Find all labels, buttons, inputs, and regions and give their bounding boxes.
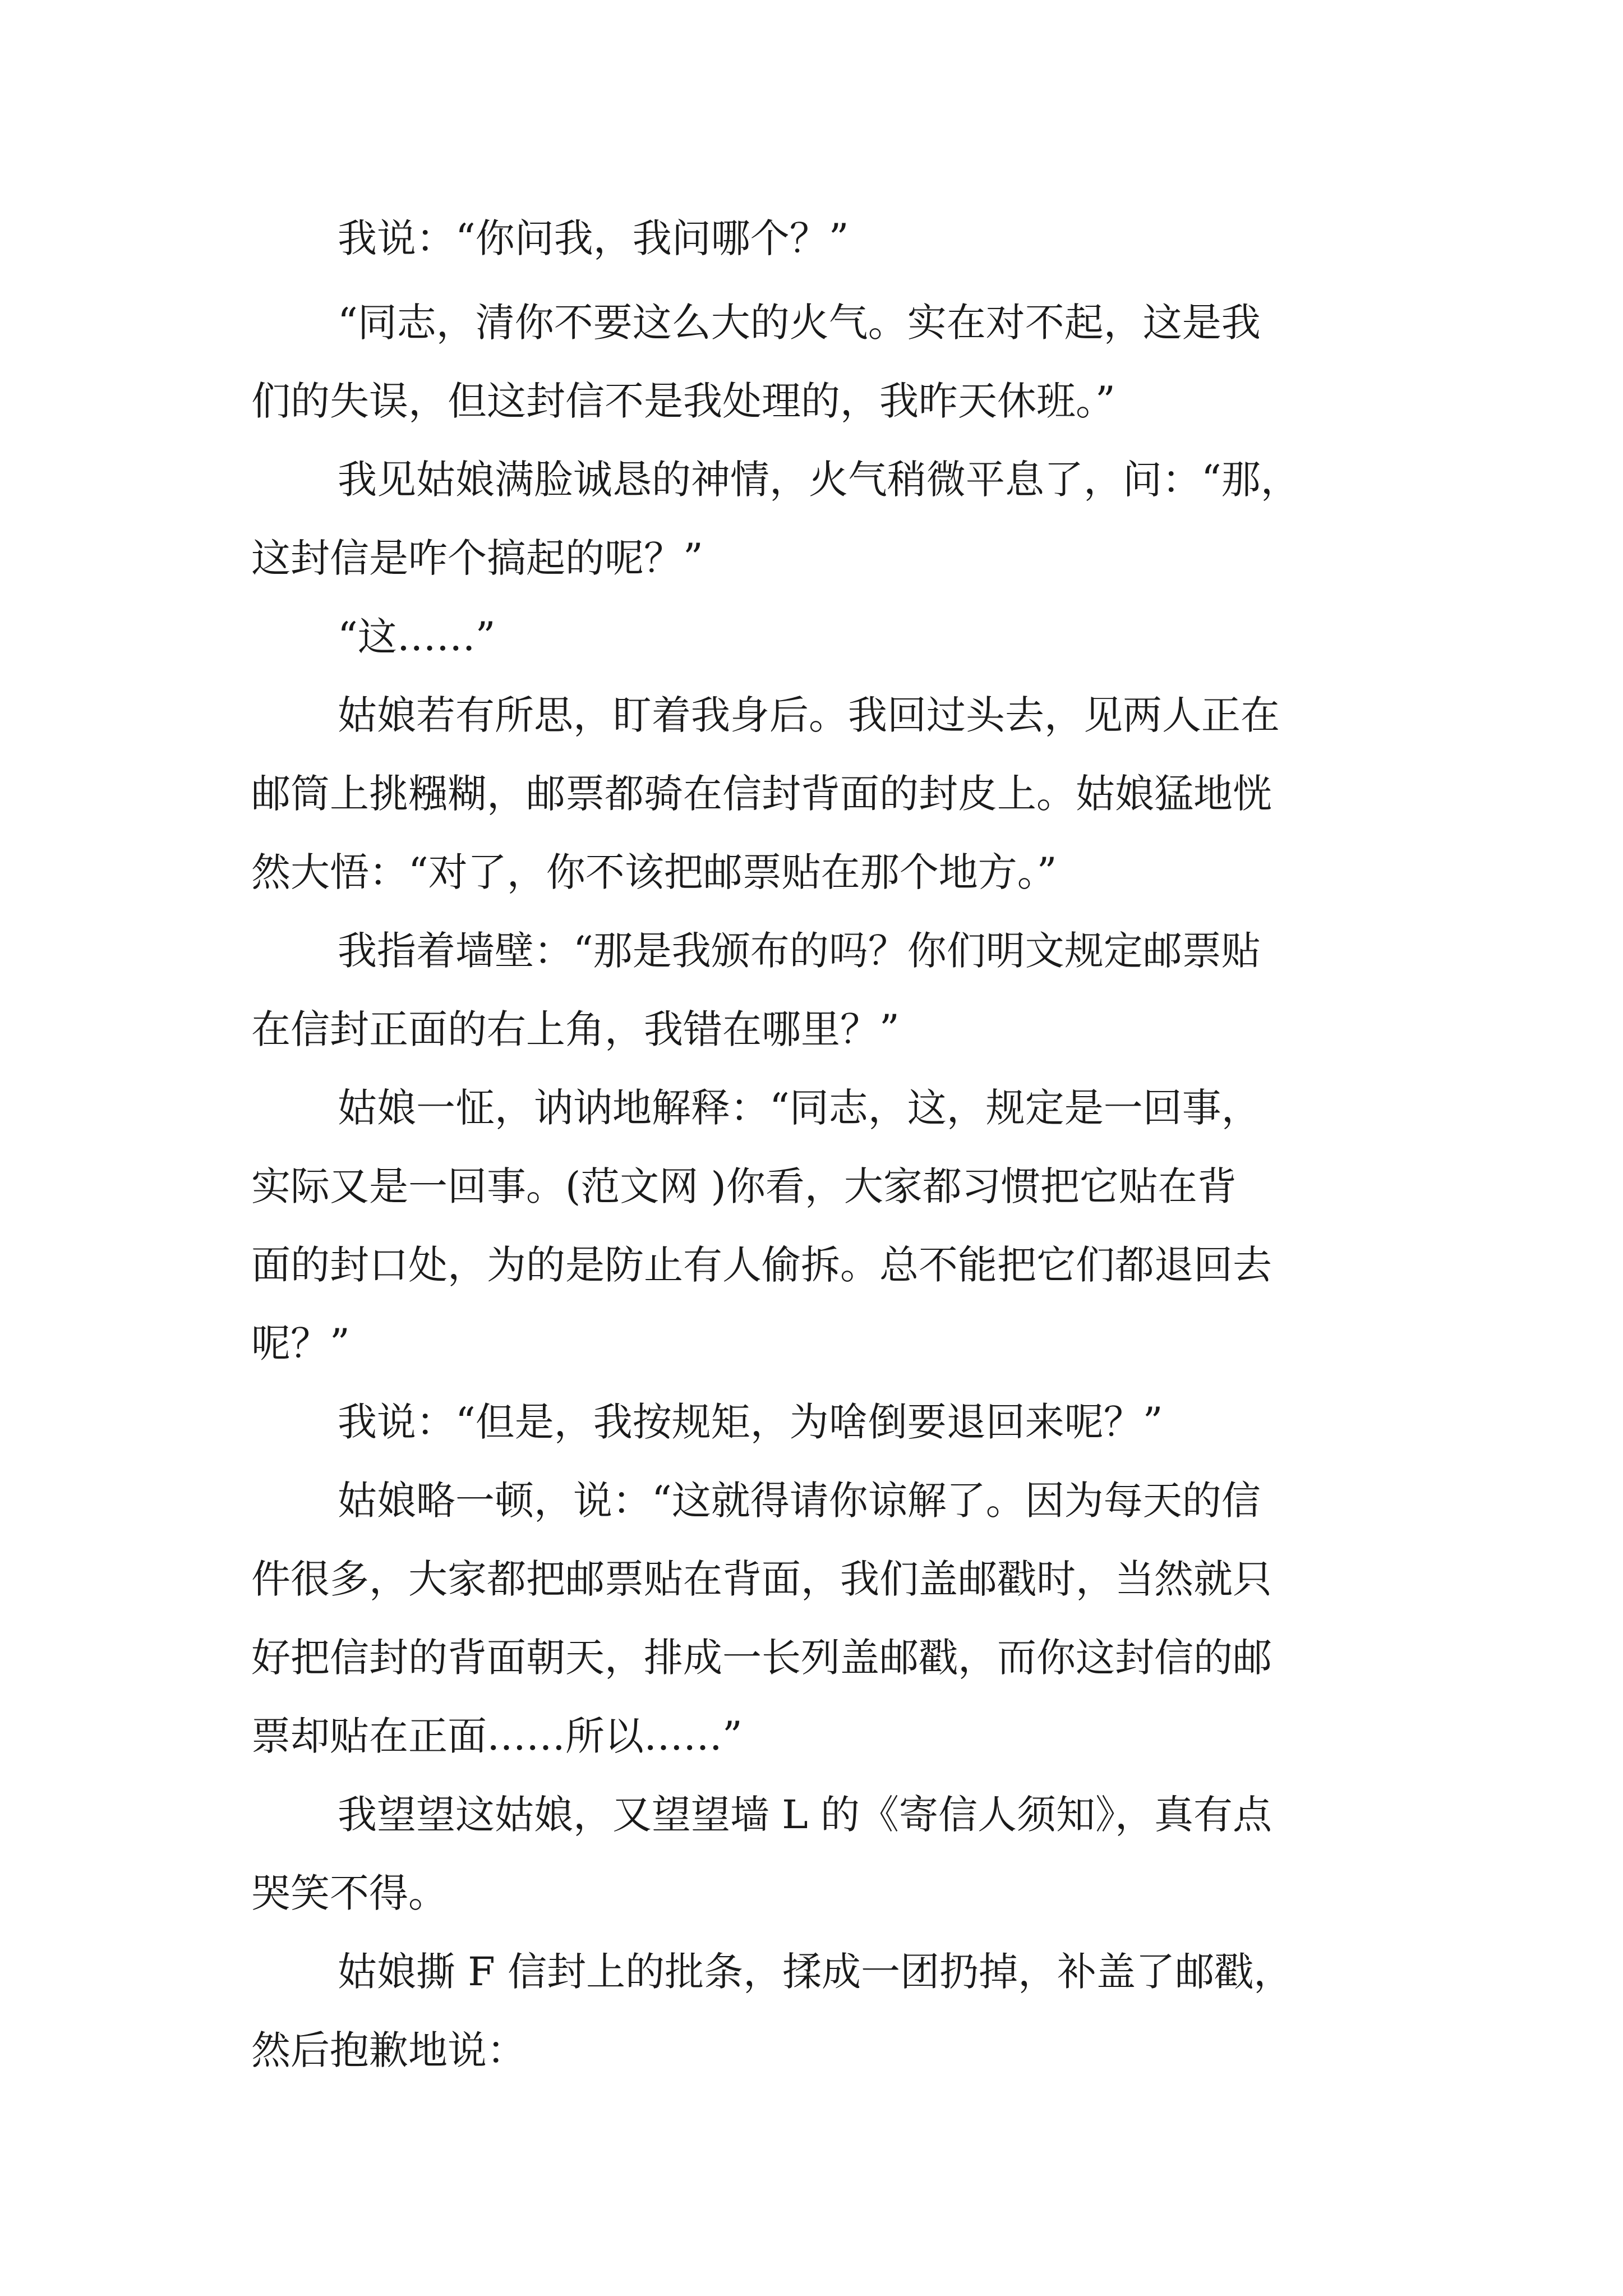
text-line: 姑娘撕 F 信封上的批条，揉成一团扔掉，补盖了邮戳， [338,1949,1293,1995]
text-line: 实际又是一回事。(范文网 )你看，大家都习惯把它贴在背 [251,1163,1237,1209]
text-line: 件很多，大家都把邮票贴在背面，我们盖邮戳时，当然就只 [251,1556,1272,1602]
text-line: 票却贴在正面……所以……” [251,1713,743,1759]
text-line: 姑娘若有所思，盯着我身后。我回过头去，见两人正在 [338,692,1280,738]
text-line: 这封信是咋个搞起的呢？” [251,535,703,581]
text-line: 邮筒上挑糨糊，邮票都骑在信封背面的封皮上。姑娘猛地恍 [251,771,1272,817]
text-line: 呢？” [251,1320,350,1366]
text-line: 我望望这姑娘，又望望墙 L 的《寄信人须知》，真有点 [338,1792,1272,1838]
text-line: 然后抱歉地说： [251,2027,526,2073]
text-line: 我指着墙壁：“那是我颁布的吗？你们明文规定邮票贴 [338,928,1261,974]
text-line: 姑娘一怔，讷讷地解释：“同志，这，规定是一回事， [338,1085,1261,1131]
text-line: 然大悟：“对了，你不该把邮票贴在那个地方。” [251,849,1057,895]
text-line: 们的失误，但这封信不是我处理的，我昨天休班。” [251,378,1115,424]
text-line: 面的封口处，为的是防止有人偷拆。总不能把它们都退回去 [251,1242,1272,1288]
text-line: “同志，清你不要这么大的火气。实在对不起，这是我 [338,300,1261,346]
text-line: “这……” [338,614,496,660]
text-line: 我说：“但是，我按规矩，为啥倒要退回来呢？” [338,1399,1163,1445]
text-line: 在信封正面的右上角，我错在哪里？” [251,1006,900,1052]
text-line: 姑娘略一顿，说：“这就得请你谅解了。因为每天的信 [338,1478,1261,1524]
text-line: 我见姑娘满脸诚恳的神情，火气稍微平息了，问：“那， [338,457,1300,503]
text-line: 我说：“你问我，我问哪个？” [338,215,849,261]
text-line: 好把信封的背面朝天，排成一长列盖邮戳，而你这封信的邮 [251,1635,1272,1681]
text-line: 哭笑不得。 [251,1870,448,1916]
